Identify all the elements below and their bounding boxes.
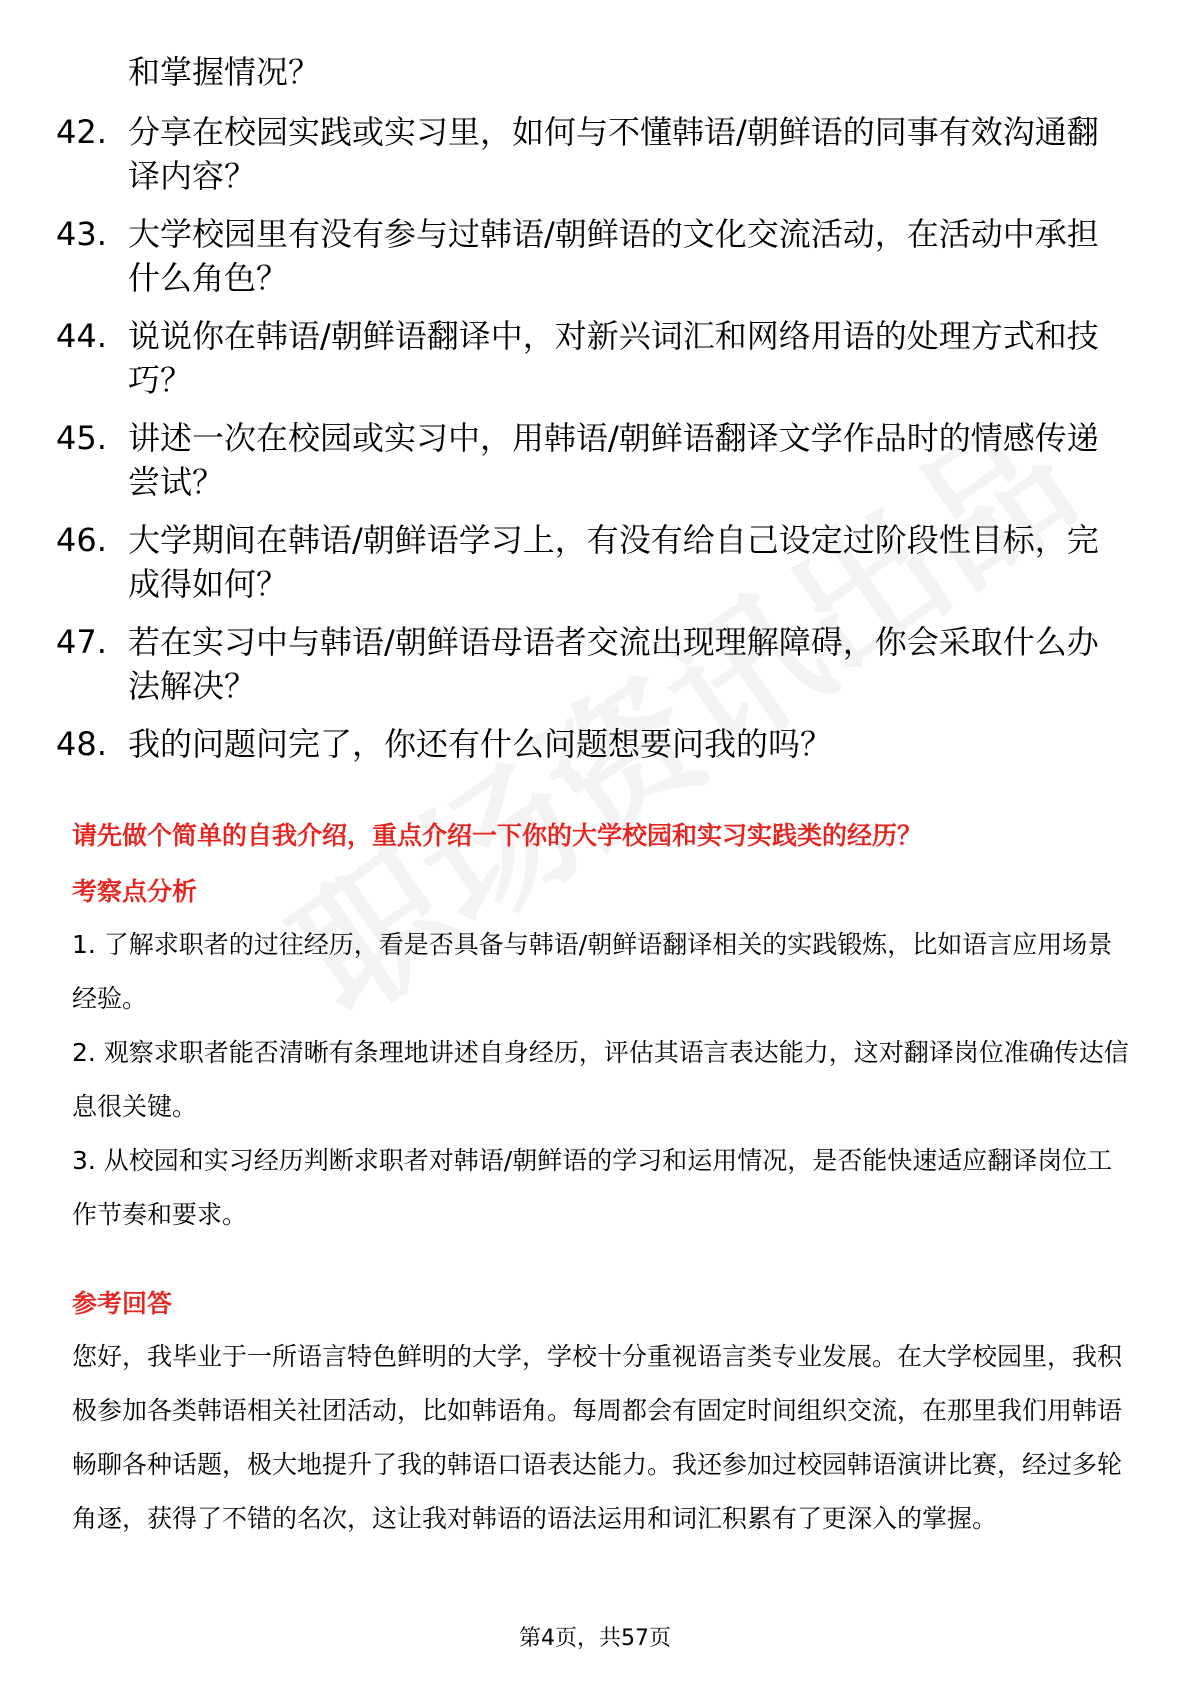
question-text: 讲述一次在校园或实习中，用韩语/朝鲜语翻译文学作品时的情感传递尝试？ bbox=[128, 419, 1099, 501]
analysis-point: 1. 了解求职者的过往经历，看是否具备与韩语/朝鲜语翻译相关的实践锻炼，比如语言应用场景经验。 bbox=[72, 930, 1113, 1013]
question-number: 45. bbox=[56, 419, 107, 457]
analysis-heading: 考察点分析 bbox=[72, 877, 198, 906]
question-text: 分享在校园实践或实习里，如何与不懂韩语/朝鲜语的同事有效沟通翻译内容？ bbox=[128, 113, 1099, 195]
question-item bbox=[56, 518, 1136, 606]
question-continuation: 和掌握情况？ bbox=[128, 53, 321, 91]
question-item bbox=[56, 314, 1136, 402]
analysis-point: 2. 观察求职者能否清晰有条理地讲述自身经历，评估其语言表达能力，这对翻译岗位准确传达信息很关键。 bbox=[72, 1038, 1129, 1121]
analysis-point: 3. 从校园和实习经历判断求职者对韩语/朝鲜语的学习和运用情况，是否能快速适应翻译岗位工作节奏和要求。 bbox=[72, 1146, 1113, 1229]
question-list bbox=[56, 110, 1136, 780]
question-text: 说说你在韩语/朝鲜语翻译中，对新兴词汇和网络用语的处理方式和技巧？ bbox=[128, 317, 1099, 399]
answer-heading: 参考回答 bbox=[72, 1289, 173, 1318]
analysis-points bbox=[72, 918, 1132, 1242]
question-number: 47. bbox=[56, 623, 107, 661]
question-text: 若在实习中与韩语/朝鲜语母语者交流出现理解障碍，你会采取什么办法解决？ bbox=[128, 623, 1099, 705]
question-number: 42. bbox=[56, 113, 107, 151]
question-text: 大学期间在韩语/朝鲜语学习上，有没有给自己设定过阶段性目标，完成得如何？ bbox=[128, 521, 1099, 603]
question-text: 大学校园里有没有参与过韩语/朝鲜语的文化交流活动，在活动中承担什么角色？ bbox=[128, 215, 1099, 297]
question-number: 43. bbox=[56, 215, 107, 253]
answer-text: 您好，我毕业于一所语言特色鲜明的大学，学校十分重视语言类专业发展。在大学校园里，我积极参加各类韩语相关社团活动，比如韩语角。每周都会有固定时间组织交流，在那里我们用韩语畅聊各种话题，极大地提升了我的韩语口语表达能力。我还参加过校园韩语演讲比赛，经过多轮角逐，获得了不错的名次，这让我对韩语的语法运用和词汇积累有了更深入的掌握。 bbox=[72, 1342, 1123, 1533]
question-item bbox=[56, 722, 1136, 766]
question-item bbox=[56, 110, 1136, 198]
question-item bbox=[56, 620, 1136, 708]
main-question-heading: 请先做个简单的自我介绍，重点介绍一下你的大学校园和实习实践类的经历？ bbox=[72, 821, 923, 850]
question-text: 我的问题问完了，你还有什么问题想要问我的吗？ bbox=[128, 725, 833, 763]
question-number: 44. bbox=[56, 317, 107, 355]
question-number: 48. bbox=[56, 725, 107, 763]
question-item bbox=[56, 416, 1136, 504]
question-number: 46. bbox=[56, 521, 107, 559]
page-footer: 第4页，共57页 bbox=[519, 1626, 671, 1651]
question-item bbox=[56, 212, 1136, 300]
